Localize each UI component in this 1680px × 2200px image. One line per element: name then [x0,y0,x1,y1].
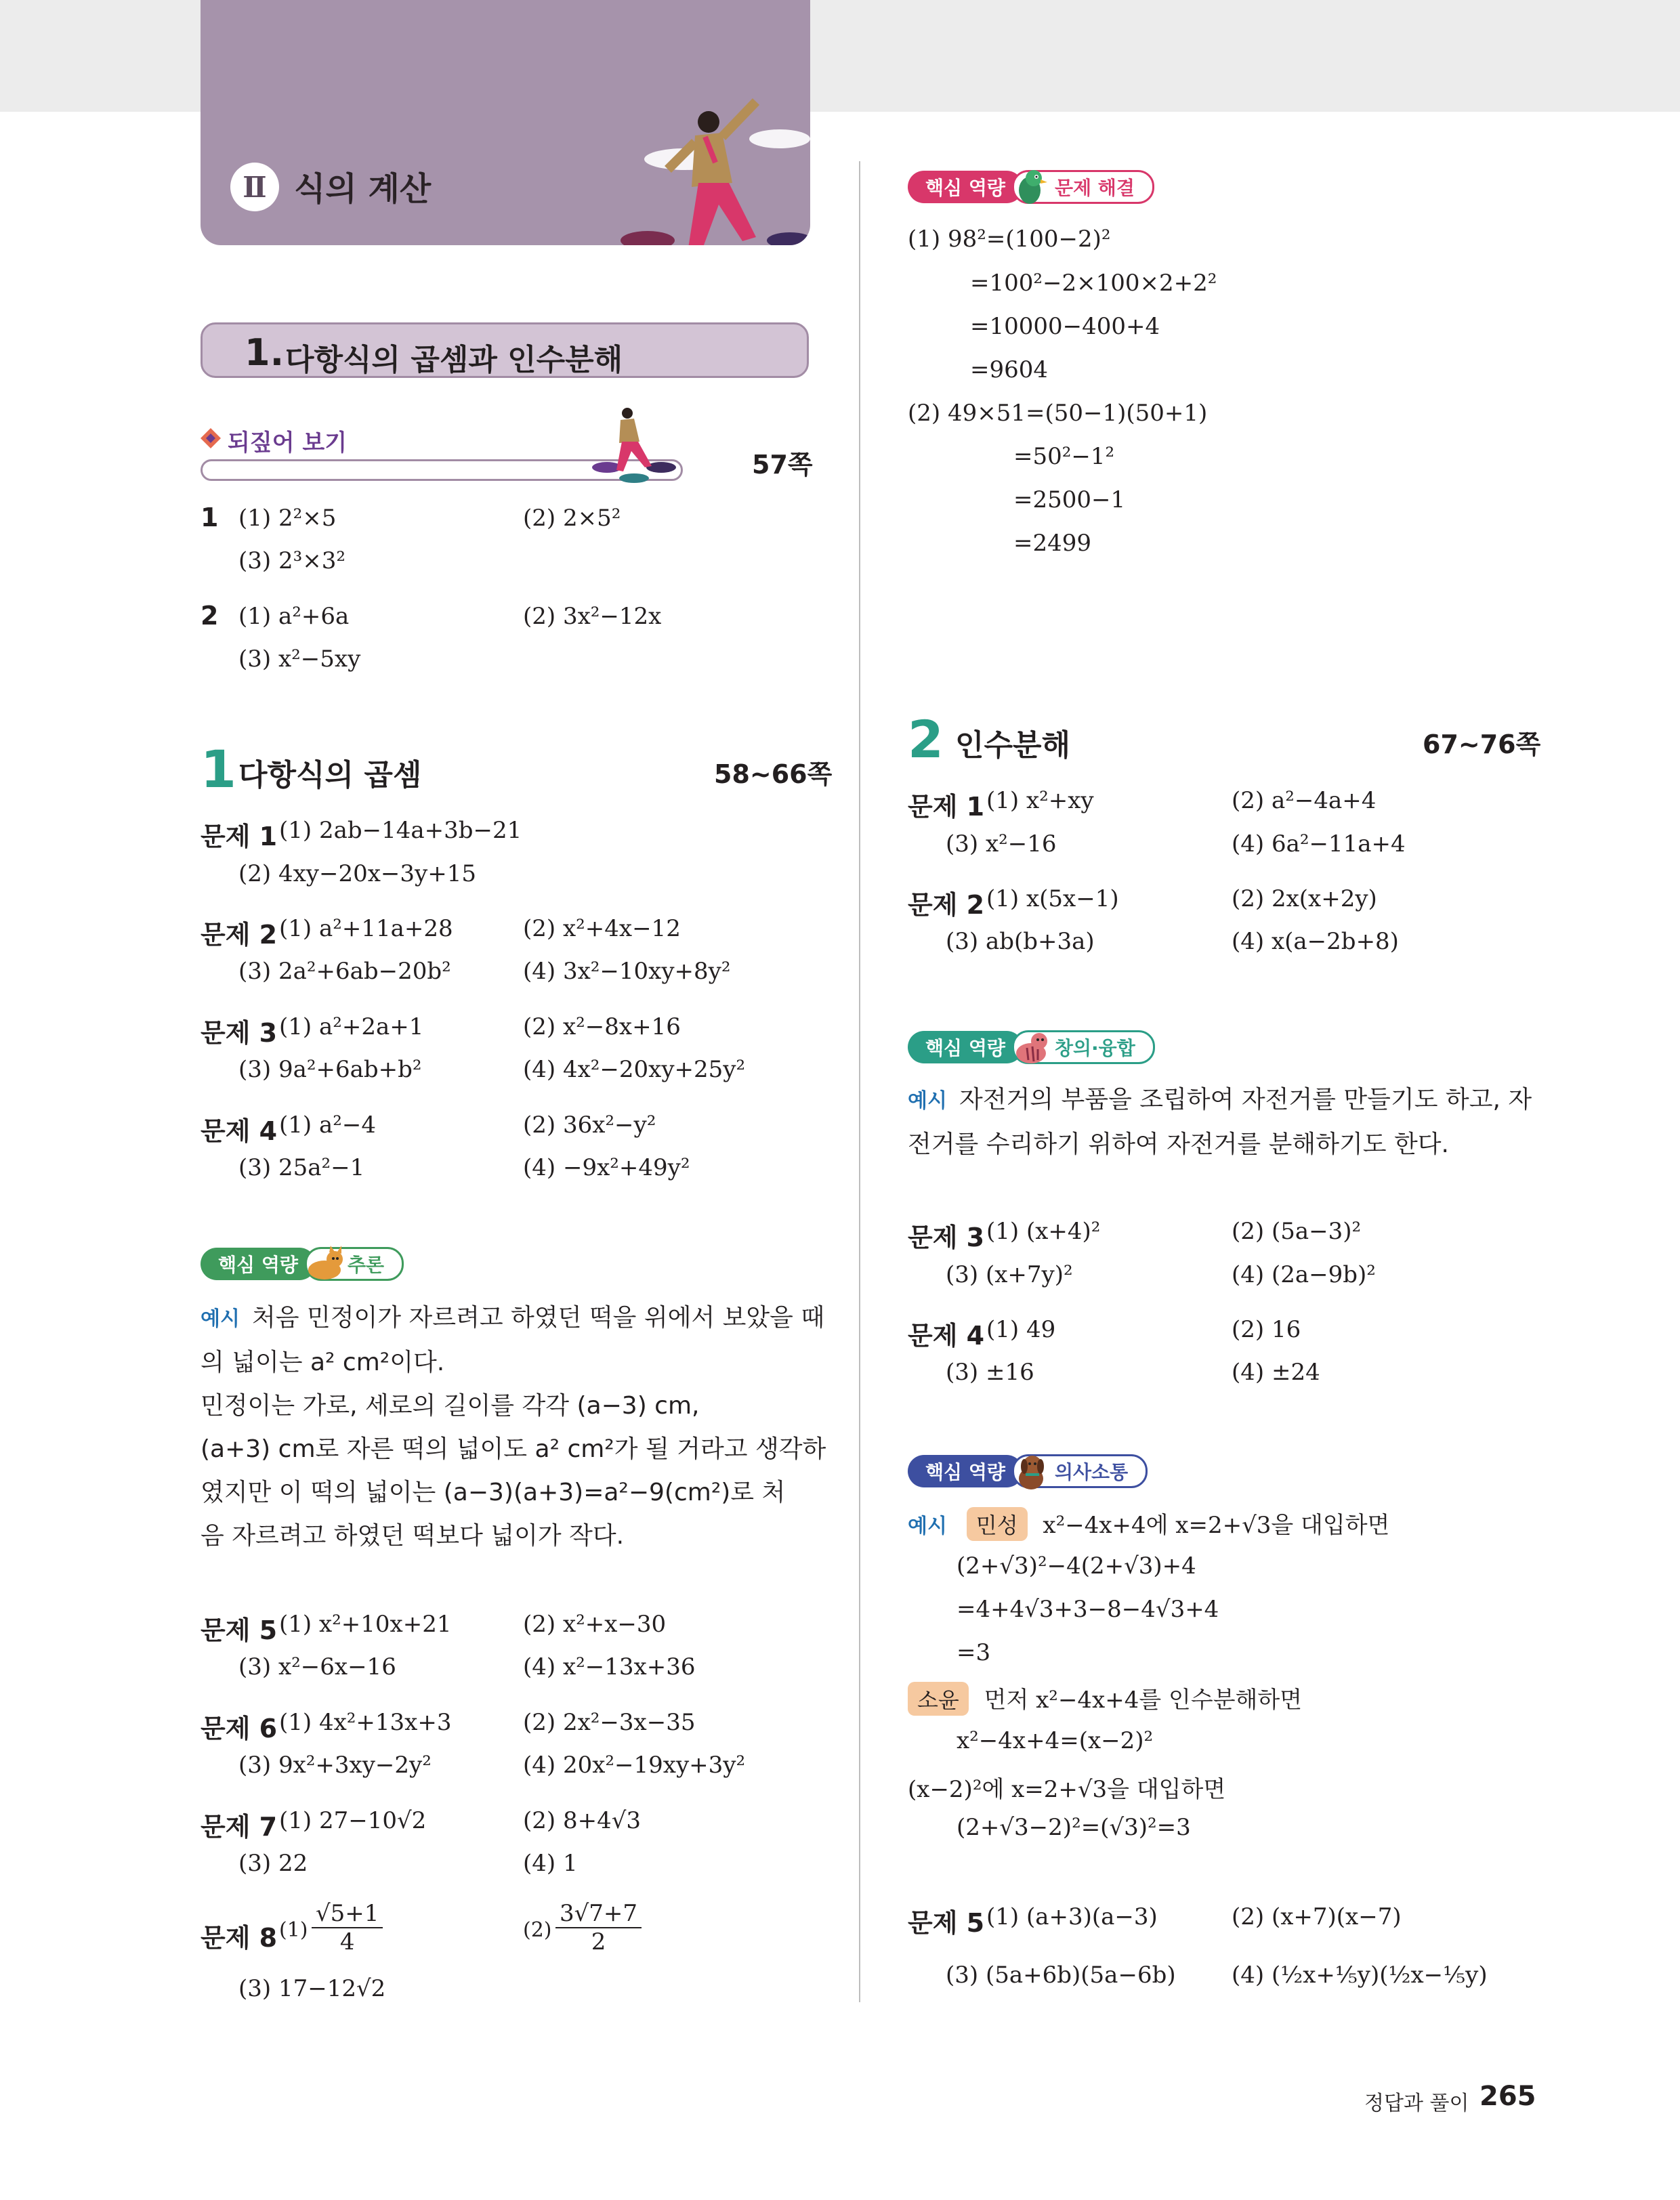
u1-p8-a-num: √5+1 [312,1900,383,1928]
u2-p1-label: 문제 1 [908,792,985,822]
u1-p8-b-num: 3√7+7 [555,1900,642,1928]
unit2-title: 인수분해 [955,728,1071,763]
u1-core-line-1-text: 처음 민정이가 자르려고 하였던 떡을 위에서 보았을 때 [251,1304,825,1332]
u2-p5-label: 문제 5 [908,1908,985,1938]
u2-p4-d: (4) ±24 [1232,1359,1320,1386]
review-item-1-a1: (1) 2²×5 [238,505,337,532]
u2-core-left: 핵심 역량 [908,1031,1023,1063]
u2-p5-c: (3) (5a+6b)(5a−6b) [946,1962,1176,1989]
u2-core2-left: 핵심 역량 [908,1455,1023,1487]
unit1-header [201,739,236,799]
u2-p2-label: 문제 2 [908,890,985,920]
u1-p4-label: 문제 4 [201,1116,278,1146]
u1-p8-b-frac [555,1900,642,1955]
review-item-1-a2: (2) 2×5² [523,505,621,532]
u2-core2-pill [908,1454,1148,1489]
chapter-title: 식의 계산 [294,170,432,208]
tiger-icon [1011,1026,1053,1068]
u2-core2-l7: (x−2)²에 x=2+√3을 대입하면 [908,1776,1226,1803]
u1-p2-a: (1) a²+11a+28 [279,915,453,942]
u2-core2-l4: =3 [957,1639,991,1666]
u2-p3-b: (2) (5a−3)² [1232,1218,1362,1245]
u1-p1-b: (2) 4xy−20x−3y+15 [238,860,476,887]
u2-core2-l6: x²−4x+4=(x−2)² [957,1727,1154,1754]
u1-p2-label: 문제 2 [201,920,278,950]
u1-p7-label: 문제 7 [201,1812,278,1842]
r-core1-left: 핵심 역량 [908,171,1023,203]
u1-p2-b: (2) x²+4x−12 [523,915,681,942]
u2-core-example: 예시 [908,1089,947,1113]
u2-core2-tag-soyun: 소윤 [908,1682,969,1716]
diamond-icon [201,428,221,448]
u2-p2-d: (4) x(a−2b+8) [1232,928,1399,955]
r-core1-line-5: (2) 49×51=(50−1)(50+1) [908,400,1208,427]
u2-core2-line-1 [908,1506,1389,1541]
u1-p1-a: (1) 2ab−14a+3b−21 [279,817,522,844]
r-core1-pill [908,169,1154,205]
u2-core2-example: 예시 [908,1515,947,1538]
u2-p4-c: (3) ±16 [946,1359,1034,1386]
unit2-header [908,709,944,769]
u2-p3-label: 문제 3 [908,1223,985,1252]
u1-core-line-3: 민정이는 가로, 세로의 길이를 각각 (a−3) cm, [201,1392,700,1420]
u1-core-line-6: 음 자르려고 하였던 떡보다 넓이가 작다. [201,1522,625,1550]
chapter-illustration [621,88,810,245]
u1-p8-a-pre: (1) [279,1918,308,1942]
u2-p4-label: 문제 4 [908,1321,985,1351]
u1-p6-d: (4) 20x²−19xy+3y² [523,1752,746,1779]
u2-p1-b: (2) a²−4a+4 [1232,787,1377,814]
u1-core-text [201,1296,826,1558]
section-bar [201,322,809,378]
u1-p4-d: (4) −9x²+49y² [523,1154,690,1181]
u1-p6-label: 문제 6 [201,1714,278,1743]
u1-p2-d: (4) 3x²−10xy+8y² [523,958,731,985]
u2-p5-a: (1) (a+3)(a−3) [986,1903,1158,1930]
u1-p5-a: (1) x²+10x+21 [279,1611,452,1638]
r-core1-line-6: =50²−1² [1013,443,1115,470]
u1-p3-label: 문제 3 [201,1018,278,1048]
u2-p2-b: (2) 2x(x+2y) [1232,885,1377,912]
u2-core-line-2: 전거를 수리하기 위하여 자전거를 분해하기도 한다. [908,1130,1449,1158]
u2-core-line-1 [908,1078,1532,1123]
cat-icon [303,1243,345,1285]
r-core1-line-1: (1) 98²=(100−2)² [908,226,1111,253]
u1-p3-a: (1) a²+2a+1 [279,1013,424,1040]
r-core1-line-8: =2499 [1013,530,1092,557]
footer-label: 정답과 풀이 [1364,2092,1469,2115]
u1-core-left: 핵심 역량 [201,1248,316,1280]
chapter-badge: Ⅱ [230,163,279,211]
u1-p7-d: (4) 1 [523,1850,578,1877]
u1-core-line-4: (a+3) cm로 자른 떡의 넓이도 a² cm²가 될 거라고 생각하 [201,1435,826,1463]
u2-p4-a: (1) 49 [986,1316,1056,1343]
u2-p1-a: (1) x²+xy [986,787,1094,814]
u1-p7-c: (3) 22 [238,1850,308,1877]
chapter-header [201,0,810,245]
u2-p4-b: (2) 16 [1232,1316,1301,1343]
u1-p3-b: (2) x²−8x+16 [523,1013,681,1040]
u2-p3-d: (4) (2a−9b)² [1232,1261,1376,1288]
u2-core-right: 창의·융합 [1012,1030,1155,1064]
review-item-2-a1: (1) a²+6a [238,603,350,630]
u2-p5-b: (2) (x+7)(x−7) [1232,1903,1402,1930]
u2-core2-right: 의사소통 [1012,1454,1148,1488]
unit1-page: 58~66쪽 [714,759,833,789]
u2-core2-l1: x²−4x+4에 x=2+√3을 대입하면 [1043,1512,1390,1539]
u1-p8-b-den: 2 [591,1928,606,1955]
u1-p2-c: (3) 2a²+6ab−20b² [238,958,451,985]
u2-core-pill [908,1030,1155,1065]
u1-p7-b: (2) 8+4√3 [523,1807,642,1834]
unit2-page: 67~76쪽 [1423,729,1541,759]
r-core1-line-4: =9604 [970,356,1049,383]
u2-core2-l8: (2+√3−2)²=(√3)²=3 [957,1814,1191,1841]
u2-core-text [908,1078,1532,1166]
u2-p3-a: (1) (x+4)² [986,1218,1101,1245]
review-header [201,424,681,485]
u2-p1-c: (3) x²−16 [946,830,1057,858]
u1-p5-b: (2) x²+x−30 [523,1611,667,1638]
review-illustration [587,400,681,485]
u1-p3-d: (4) 4x²−20xy+25y² [523,1056,746,1083]
u1-p6-a: (1) 4x²+13x+3 [279,1709,452,1736]
u1-p5-label: 문제 5 [201,1615,278,1645]
u1-core-line-2: 의 넓이는 a² cm²이다. [201,1349,445,1376]
column-divider [859,161,860,2002]
u2-core2-line-5 [908,1681,1302,1716]
u1-p4-c: (3) 25a²−1 [238,1154,365,1181]
u1-p8-a-den: 4 [339,1928,355,1955]
unit2-number: 2 [908,709,944,769]
u1-core-line-1 [201,1296,826,1341]
u2-p5-d: (4) (½x+⅕y)(½x−⅕y) [1232,1962,1488,1989]
section-title: 다항식의 곱셈과 인수분해 [285,343,623,377]
u2-p3-c: (3) (x+7y)² [946,1261,1073,1288]
r-core1-line-7: =2500−1 [1013,486,1126,513]
r-core1-right: 문제 해결 [1012,170,1154,204]
r-core1-line-3: =10000−400+4 [970,313,1160,340]
u1-p8-b-pre: (2) [523,1918,552,1942]
u1-core-line-5: 였지만 이 떡의 넓이는 (a−3)(a+3)=a²−9(cm²)로 처 [201,1479,786,1506]
u1-core-right: 추론 [305,1247,404,1281]
dog-icon [1011,1450,1053,1492]
u1-p6-c: (3) 9x²+3xy−2y² [238,1752,432,1779]
u1-p4-a: (1) a²−4 [279,1112,376,1139]
page-number: 265 [1479,2081,1536,2112]
u1-p4-b: (2) 36x²−y² [523,1112,656,1139]
unit1-number: 1 [201,739,236,799]
review-item-1-num: 1 [201,503,219,532]
section-number: 1. [245,331,285,374]
u1-p7-a: (1) 27−10√2 [279,1807,427,1834]
bird-icon [1011,166,1053,208]
u1-p5-d: (4) x²−13x+36 [523,1653,696,1680]
u1-p6-b: (2) 2x²−3x−35 [523,1709,696,1736]
u2-core2-l5: 먼저 x²−4x+4를 인수분해하면 [984,1687,1303,1714]
review-item-1-a3: (3) 2³×3² [238,547,345,574]
u1-p8-a-frac [312,1900,383,1955]
u1-p8-label: 문제 8 [201,1923,278,1953]
u1-p5-c: (3) x²−6x−16 [238,1653,396,1680]
u1-p1-label: 문제 1 [201,822,278,851]
u1-core-example: 예시 [201,1307,240,1331]
u2-p1-d: (4) 6a²−11a+4 [1232,830,1406,858]
u2-p2-c: (3) ab(b+3a) [946,928,1095,955]
u1-p8-c: (3) 17−12√2 [238,1975,386,2002]
unit1-title: 다항식의 곱셈 [238,758,422,792]
u2-core-line-1-text: 자전거의 부품을 조립하여 자전거를 만들기도 하고, 자 [959,1086,1532,1114]
u1-core-pill [201,1246,404,1282]
u2-p2-a: (1) x(5x−1) [986,885,1119,912]
r-core1-line-2: =100²−2×100×2+2² [970,270,1217,297]
u2-core2-l3: =4+4√3+3−8−4√3+4 [957,1596,1219,1623]
review-item-2-num: 2 [201,601,219,631]
u1-p3-c: (3) 9a²+6ab+b² [238,1056,422,1083]
u2-core2-l2: (2+√3)²−4(2+√3)+4 [957,1552,1196,1580]
review-item-2-a3: (3) x²−5xy [238,646,361,673]
review-label: 되짚어 보기 [228,429,348,457]
review-page: 57쪽 [752,450,813,480]
review-item-2-a2: (2) 3x²−12x [523,603,662,630]
u2-core2-tag-minseong: 민성 [967,1507,1028,1541]
